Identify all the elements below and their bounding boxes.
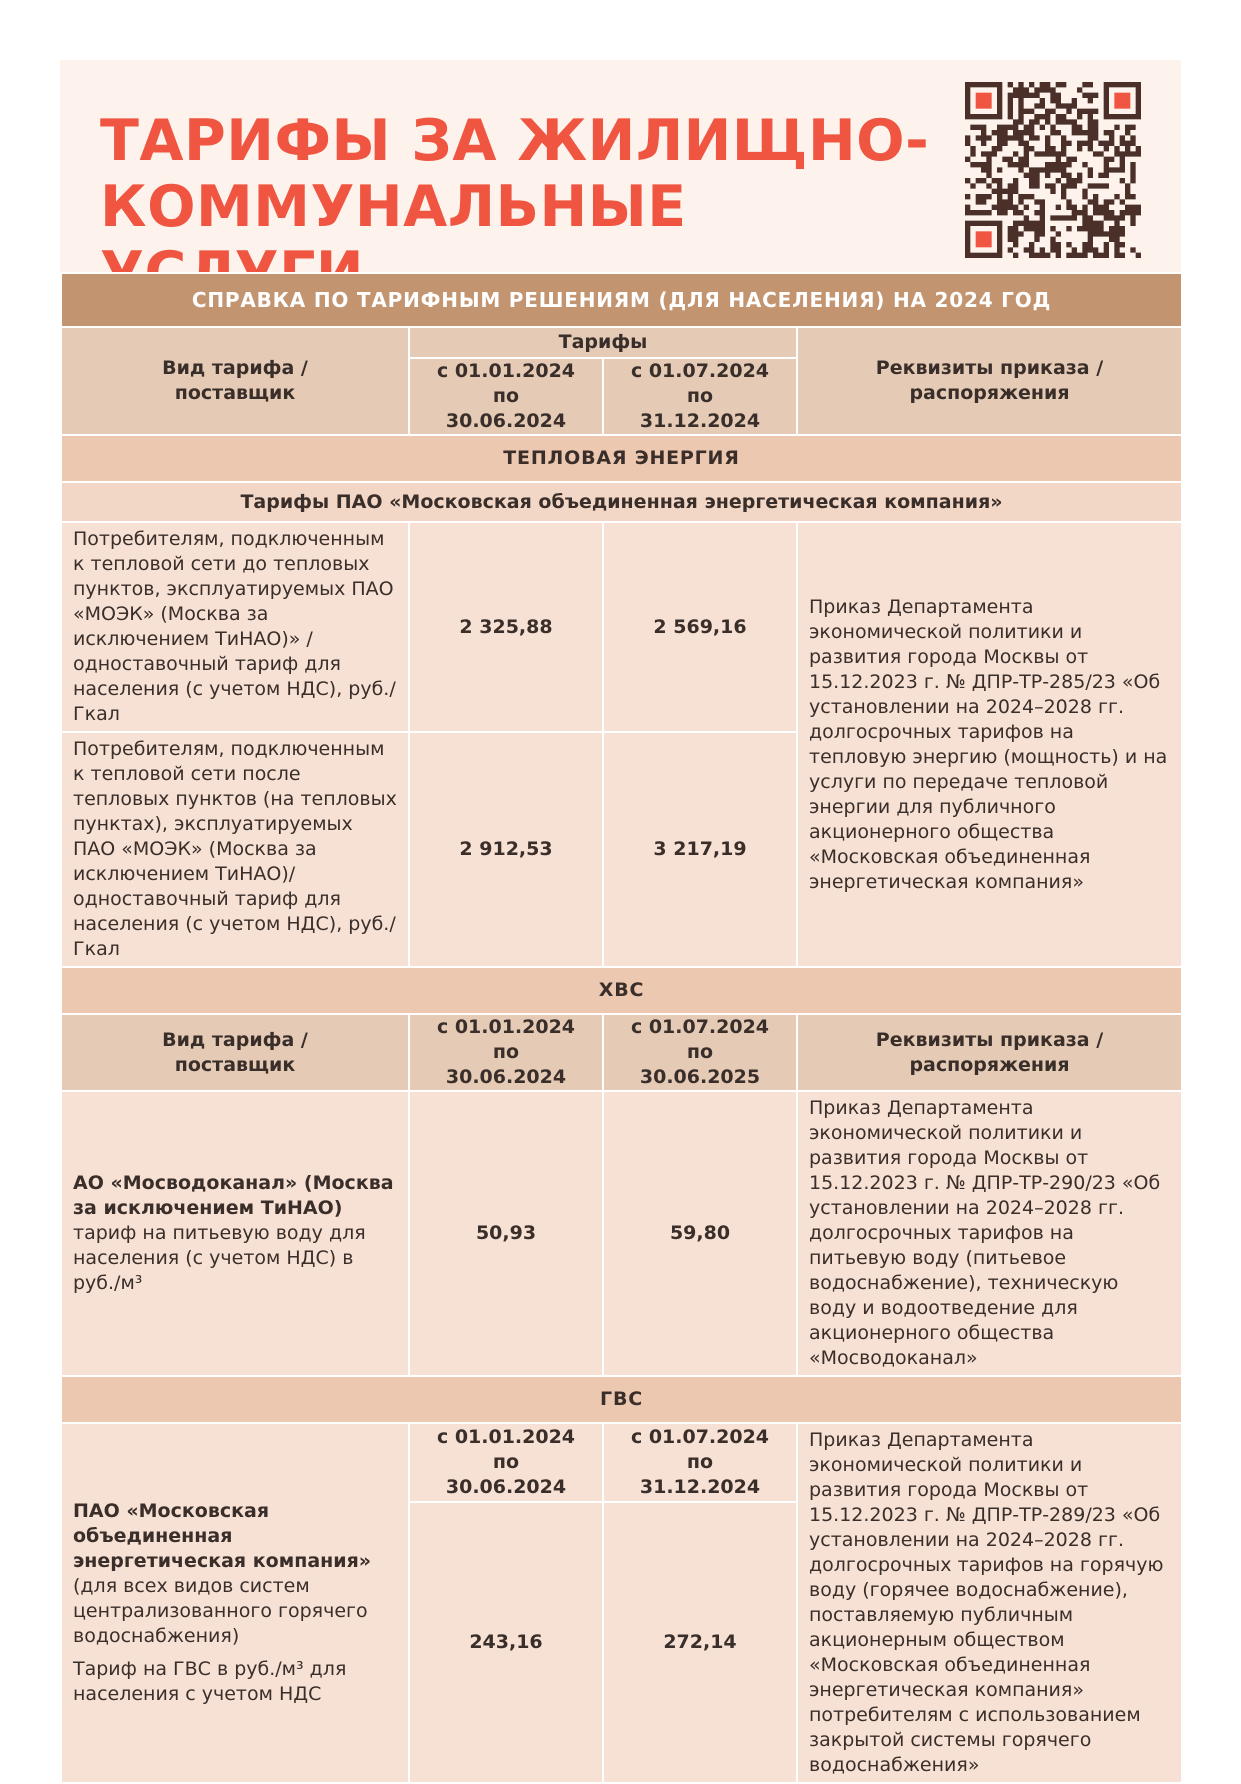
col-header-period-2: с 01.07.2024 по 31.12.2024 — [603, 358, 797, 435]
hot-value-2: 272,14 — [603, 1502, 797, 1783]
heat-row-2-value-1: 2 912,53 — [409, 732, 603, 967]
section-heat: ТЕПЛОВАЯ ЭНЕРГИЯ — [61, 435, 1182, 482]
col-header-order: Реквизиты приказа / распоряжения — [797, 327, 1182, 435]
hot-tariff-text: Тариф на ГВС в руб./м³ для населения с учетом НДС — [73, 1658, 347, 1705]
cold-header-type: Вид тарифа / поставщик — [61, 1014, 409, 1091]
page-header — [60, 60, 1181, 272]
heat-order: Приказ Департамента экономической политики и развития города Москвы от 15.12.2023 г. № ДПР-ТР-285/23 «Об установлении на 2024–2028 гг. долгосрочных тарифов на тепловую энергию (мощность) и на услуги по передаче тепловой энергии для публичного акционерного общества «Московская объединенная энергетическая компания» — [797, 522, 1182, 967]
cold-supplier: АО «Мосводоканал» (Москва за исключением ТиНАО) — [73, 1172, 394, 1219]
heat-row-1-value-2: 2 569,16 — [603, 522, 797, 732]
heat-subtitle: Тарифы ПАО «Московская объединенная энергетическая компания» — [61, 482, 1182, 522]
title-line-2: КОММУНАЛЬНЫЕ — [100, 174, 687, 240]
hot-desc — [61, 1423, 409, 1783]
hot-header-period-2: с 01.07.2024 по 31.12.2024 — [603, 1423, 797, 1502]
cold-order: Приказ Департамента экономической политики и развития города Москвы от 15.12.2023 г. № ДПР-ТР-290/23 «Об установлении на 2024–2028 гг. долгосрочных тарифов на питьевую воду (питьевое водоснабжение), техническую воду и водоотведение для акционерного общества «Мосводоканал» — [797, 1091, 1182, 1376]
cold-value-1: 50,93 — [409, 1091, 603, 1376]
col-header-tariffs: Тарифы — [409, 327, 797, 358]
section-cold-water: ХВС — [61, 967, 1182, 1014]
cold-header-period-2: с 01.07.2024 по 30.06.2025 — [603, 1014, 797, 1091]
section-hot-water: ГВС — [61, 1376, 1182, 1423]
heat-row-2-value-2: 3 217,19 — [603, 732, 797, 967]
cold-header-period-1: с 01.01.2024 по 30.06.2024 — [409, 1014, 603, 1091]
cold-desc — [61, 1091, 409, 1376]
cold-header-order: Реквизиты приказа / распоряжения — [797, 1014, 1182, 1091]
title-line-1: ТАРИФЫ ЗА ЖИЛИЩНО- — [100, 108, 930, 174]
cold-tariff-text: тариф на питьевую воду для населения (с учетом НДС) в руб./м³ — [73, 1222, 366, 1294]
heat-row-1-desc: Потребителям, подключенным к тепловой сети до тепловых пунктов, эксплуатируемых ПАО «МОЭК» (Москва за исключением ТиНАО)» / одноставочный тариф для населения (с учетом НДС), руб./Гкал — [61, 522, 409, 732]
col-header-type: Вид тарифа / поставщик — [61, 327, 409, 435]
col-header-period-1: с 01.01.2024 по 30.06.2024 — [409, 358, 603, 435]
hot-systems-text: (для всех видов систем централизованного горячего водоснабжения) — [73, 1575, 368, 1647]
tariff-table — [60, 272, 1183, 1784]
cold-value-2: 59,80 — [603, 1091, 797, 1376]
heat-row-2-desc: Потребителям, подключенным к тепловой сети после тепловых пунктов (на тепловых пунктах), эксплуатируемых ПАО «МОЭК» (Москва за исключением ТиНАО)/одноставочный тариф для населения (с учетом НДС), руб./Гкал — [61, 732, 409, 967]
hot-order: Приказ Департамента экономической политики и развития города Москвы от 15.12.2023 г. № ДПР-ТР-289/23 «Об установлении на 2024–2028 гг. долгосрочных тарифов на горячую воду (горячее водоснабжение), поставляемую публичным акционерным обществом «Московская объединенная энергетическая компания» потребителям с использованием закрытой системы горячего водоснабжения» — [797, 1423, 1182, 1783]
hot-supplier: ПАО «Московская объединенная энергетическая компания» — [73, 1500, 372, 1572]
hot-header-period-1: с 01.01.2024 по 30.06.2024 — [409, 1423, 603, 1502]
tariff-page — [60, 60, 1181, 1776]
table-banner: СПРАВКА ПО ТАРИФНЫМ РЕШЕНИЯМ (ДЛЯ НАСЕЛЕНИЯ) НА 2024 ГОД — [61, 273, 1182, 327]
heat-row-1-value-1: 2 325,88 — [409, 522, 603, 732]
hot-value-1: 243,16 — [409, 1502, 603, 1783]
qr-code-icon — [965, 82, 1141, 258]
